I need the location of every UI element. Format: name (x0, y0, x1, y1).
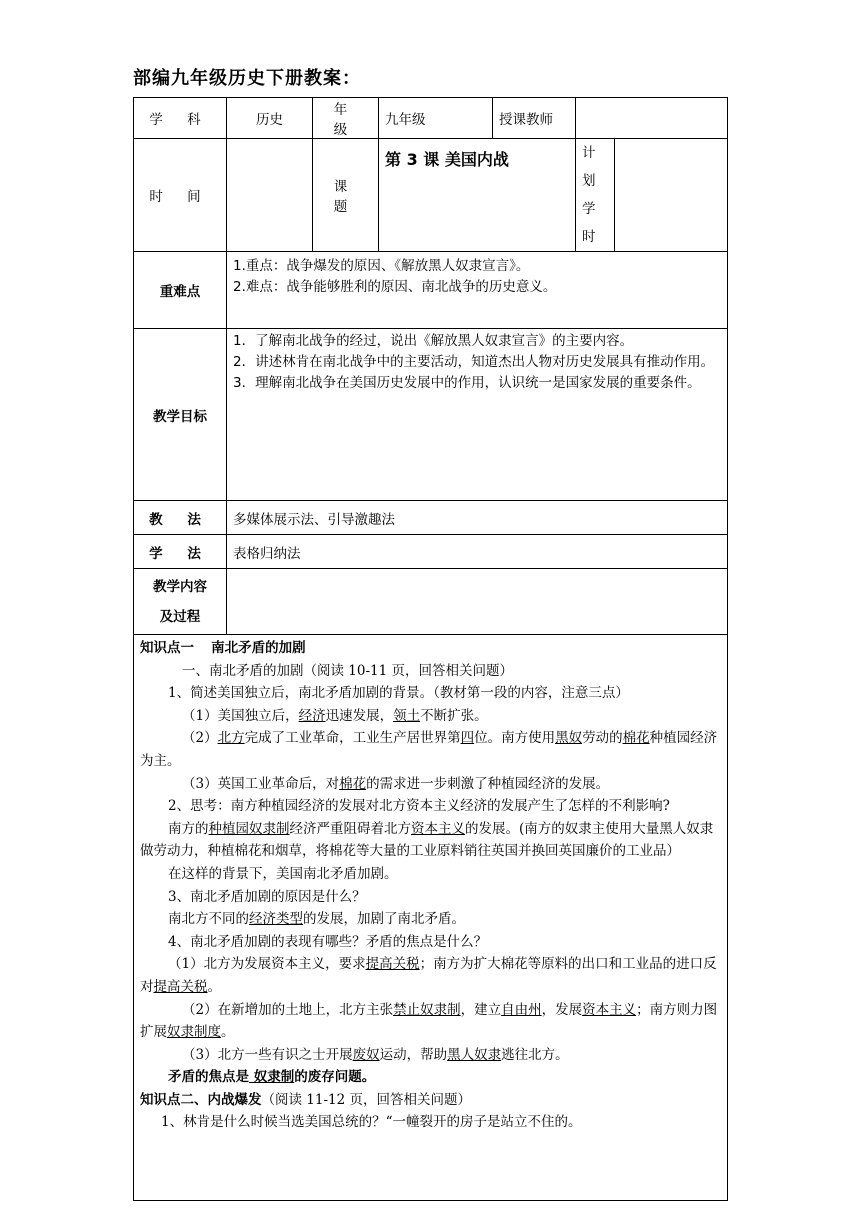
lesson-content (134, 635, 728, 1201)
question-5: 1、林肯是什么时候当选美国总统的？“一幢裂开的房子是站立不住的。 (161, 1114, 582, 1131)
teaching-method-value: 多媒体展示法、引导激趣法 (227, 501, 728, 535)
answer-2: 南方的种植园奴隶制经济严重阻碍着北方资本主义的发展。(南方的奴隶主使用大量黑人奴隶做劳动力，种植棉花和烟草，将棉花等大量的工业原料销往英国并换回英国廉价的工业品） (140, 820, 714, 860)
teacher-value (576, 98, 728, 139)
question-4: 4、南北矛盾加剧的表现有哪些？矛盾的焦点是什么？ (168, 933, 488, 950)
lesson-plan-table (133, 97, 728, 1201)
topic-label: 课 题 (313, 139, 379, 252)
grade-value: 九年级 (379, 98, 493, 139)
plan-label (576, 139, 615, 252)
key-points-label: 重难点 (134, 252, 227, 329)
content-row (134, 635, 728, 1201)
objectives-row (134, 329, 728, 501)
objective-line: 3．理解南北战争在美国历史发展中的作用，认识统一是国家发展的重要条件。 (233, 375, 701, 391)
question-1: 1、简述美国独立后，南北矛盾加剧的背景。（教材第一段的内容，注意三点） (168, 685, 629, 702)
plan-label-line-1: 计划 (582, 145, 596, 189)
header-row-subject (134, 98, 728, 139)
objectives-content (227, 329, 728, 501)
subject-label: 学 科 (134, 98, 227, 139)
objectives-label: 教学目标 (134, 329, 227, 501)
header-row-time (134, 139, 728, 252)
knowledge-point-1-heading: 知识点一 南北矛盾的加剧 (140, 640, 306, 656)
key-point-line: 2.难点：战争能够胜利的原因、南北战争的历史意义。 (233, 279, 557, 295)
conflict-focus: 矛盾的焦点是 奴隶制的废存问题。 (168, 1069, 376, 1086)
key-points-row (134, 252, 728, 329)
process-row (134, 569, 728, 635)
time-value (227, 139, 313, 252)
learning-method-value: 表格归纳法 (227, 535, 728, 569)
answer-1-3: （3）英国工业革命后，对棉花的需求进一步刺激了种植园经济的发展。 (182, 775, 610, 792)
answer-4-3: （3）北方一些有识之士开展废奴运动，帮助黑人奴隶逃往北方。 (182, 1046, 569, 1063)
answer-3: 南北方不同的经济类型的发展，加剧了南北矛盾。 (168, 911, 465, 928)
key-point-line: 1.重点：战争爆发的原因、《解放黑人奴隶宣言》。 (233, 258, 530, 274)
answer-2-summary: 在这样的背景下，美国南北矛盾加剧。 (168, 865, 398, 882)
subject-value: 历史 (227, 98, 313, 139)
teacher-label: 授课教师 (493, 98, 576, 139)
section-heading: 一、南北矛盾的加剧（阅读 10-11 页，回答相关问题） (182, 662, 513, 679)
answer-4-1: （1）北方为发展资本主义，要求提高关税；南方为扩大棉花等原料的出口和工业品的进口反对提高关税。 (140, 956, 717, 995)
process-label (134, 569, 227, 635)
process-value (227, 569, 728, 635)
question-2: 2、思考：南方种植园经济的发展对北方资本主义经济的发展产生了怎样的不利影响? (168, 798, 670, 815)
plan-label-line-2: 学时 (582, 201, 596, 245)
plan-value (615, 139, 728, 252)
topic-value: 第 3 课 美国内战 (379, 139, 576, 252)
document-title: 部编九年级历史下册教案： (133, 68, 361, 89)
grade-label: 年 级 (313, 98, 379, 139)
objective-line: 1．了解南北战争的经过，说出《解放黑人奴隶宣言》的主要内容。 (233, 333, 634, 349)
learning-method-row (134, 535, 728, 569)
knowledge-point-2-heading: 知识点二、内战爆发（阅读 11-12 页，回答相关问题） (140, 1091, 472, 1108)
learning-method-label: 学 法 (134, 535, 227, 569)
teaching-method-label: 教 法 (134, 501, 227, 535)
process-label-line-2: 及过程 (159, 608, 201, 625)
process-label-line-1: 教学内容 (153, 578, 207, 595)
answer-4-2: （2）在新增加的土地上，北方主张禁止奴隶制，建立自由州，发展资本主义；南方则力图扩展奴隶制度。 (140, 1001, 718, 1041)
teaching-method-row (134, 501, 728, 535)
key-points-content (227, 252, 728, 329)
answer-1-2: （2）北方完成了工业革命，工业生产居世界第四位。南方使用黑奴劳动的棉花种植园经济为主。 (140, 730, 718, 769)
question-3: 3、南北矛盾加剧的原因是什么？ (168, 888, 366, 905)
objective-line: 2．讲述林肯在南北战争中的主要活动，知道杰出人物对历史发展具有推动作用。 (233, 354, 715, 370)
time-label: 时 间 (134, 139, 227, 252)
answer-1-1: （1）美国独立后，经济迅速发展，领土不断扩张。 (182, 707, 488, 724)
